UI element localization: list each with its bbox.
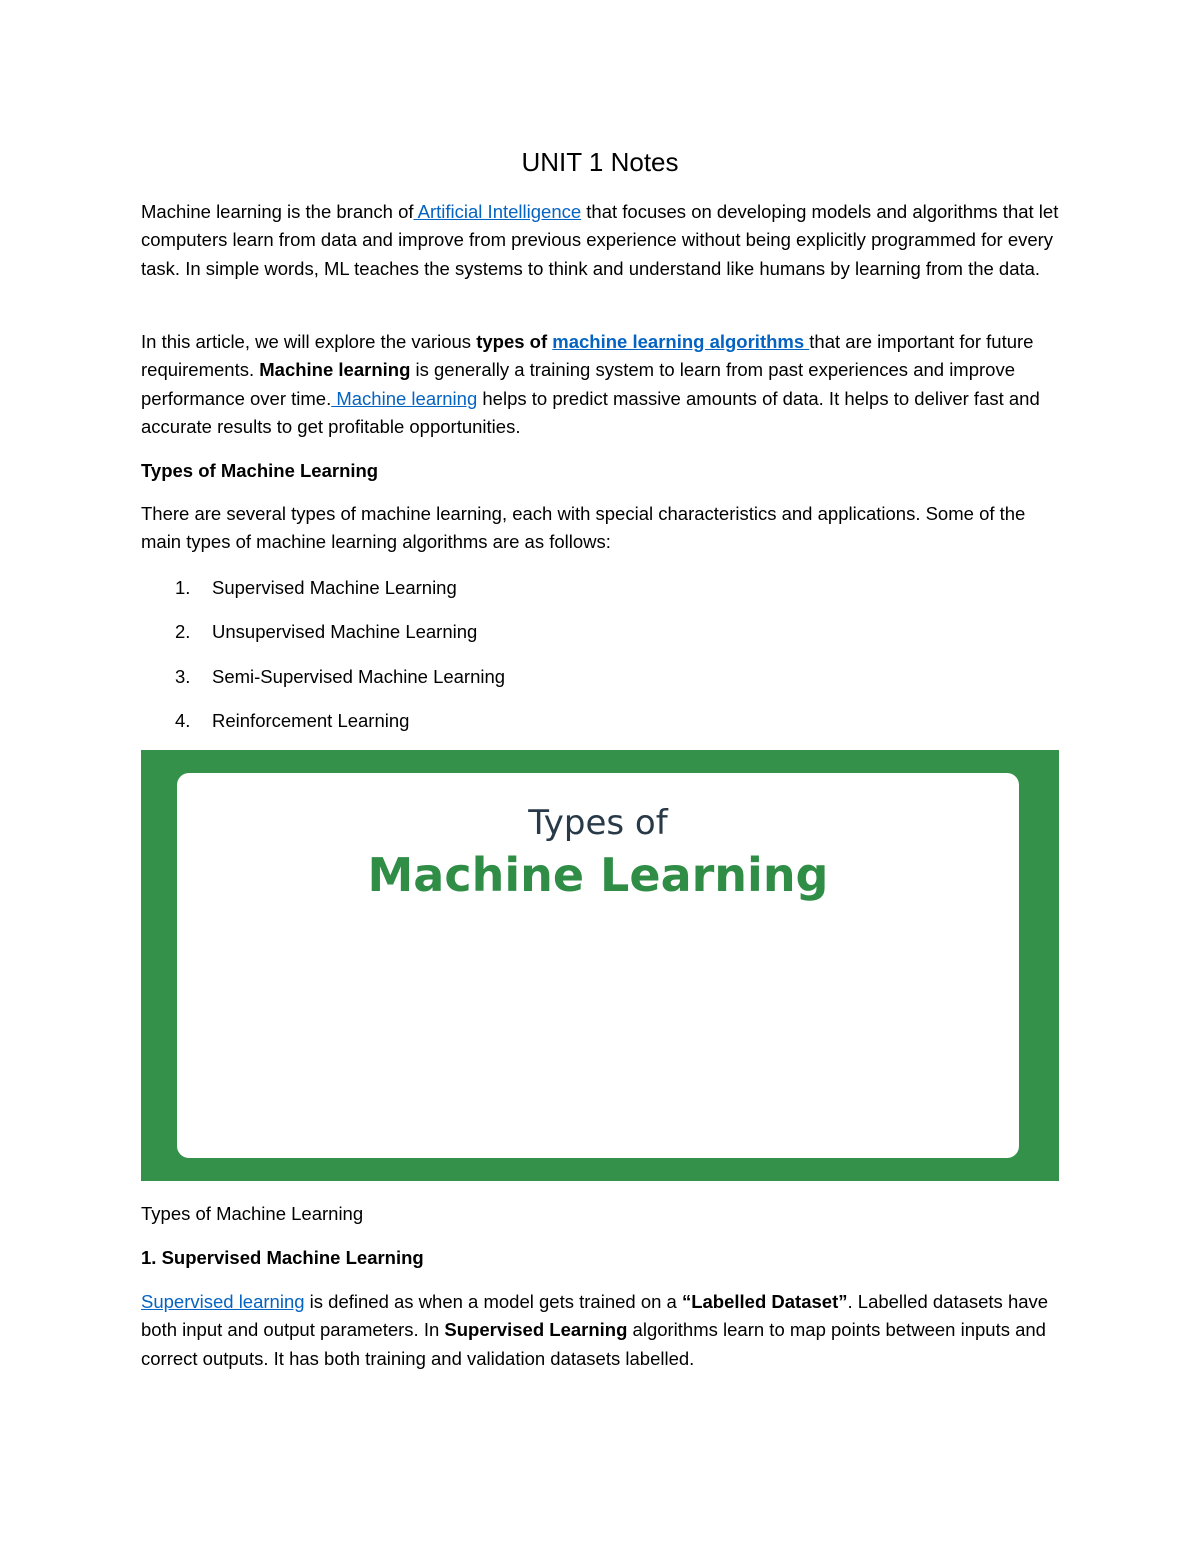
- types-heading: Types of Machine Learning: [141, 460, 379, 481]
- supervised-text-2: . Labelled datasets have both input and output parameters. In: [141, 1291, 1049, 1341]
- article-bold-ml: Machine learning: [259, 359, 411, 381]
- types-paragraph: There are several types of machine learning, each with special characteristics and applications. Some of the main types of machine learning algorithms are as follows:: [141, 503, 1026, 553]
- figure-title-line2: Machine Learning: [367, 848, 829, 902]
- supervised-text-1: is defined as when a model gets trained on a: [304, 1291, 682, 1312]
- supervised-learning-link[interactable]: Supervised learning: [141, 1291, 305, 1312]
- artificial-intelligence-link[interactable]: Artificial Intelligence: [413, 201, 582, 222]
- figure-panel: [177, 773, 1019, 1158]
- supervised-heading: 1. Supervised Machine Learning: [141, 1247, 424, 1268]
- supervised-paragraph: [141, 1288, 1059, 1373]
- supervised-bold-learning: Supervised Learning: [444, 1319, 628, 1341]
- article-text-1: In this article, we will explore the various: [141, 331, 477, 352]
- figure-caption: Types of Machine Learning: [141, 1203, 364, 1224]
- figure-title-line1: Types of: [528, 803, 668, 843]
- list-label: Semi-Supervised Machine Learning: [212, 665, 506, 687]
- list-label: Reinforcement Learning: [212, 709, 410, 731]
- intro-text-1: Machine learning is the branch of: [141, 201, 414, 222]
- list-number: 2.: [175, 621, 191, 643]
- list-number: 1.: [175, 577, 191, 598]
- document-title: UNIT 1 Notes: [521, 147, 679, 177]
- types-list: [141, 574, 505, 751]
- ml-algorithms-link[interactable]: machine learning algorithms: [552, 331, 810, 352]
- article-paragraph: [141, 328, 1059, 441]
- list-label: Supervised Machine Learning: [212, 577, 457, 598]
- list-label: Unsupervised Machine Learning: [212, 621, 478, 643]
- supervised-text-3: algorithms learn to map points between inputs and correct outputs. It has both training and validation datasets labelled.: [141, 1319, 1046, 1369]
- list-number: 3.: [175, 665, 191, 687]
- article-text-3: is generally a training system to learn from past experiences and improve performance over time.: [141, 359, 1015, 409]
- types-figure: [141, 750, 1059, 1181]
- supervised-bold-dataset: “Labelled Dataset”: [681, 1291, 848, 1312]
- list-item: [141, 663, 505, 707]
- article-text-2: that are important for future requirements.: [141, 331, 1034, 381]
- intro-paragraph: [141, 198, 1059, 283]
- list-item: [141, 707, 505, 751]
- list-number: 4.: [175, 709, 191, 731]
- intro-text-2: that focuses on developing models and algorithms that let computers learn from data and improve from previous experience without being explicitly programmed for every task. In simple words, ML teaches the systems to think and understand like humans by learning from the data.: [141, 201, 1059, 279]
- list-item: [141, 618, 505, 662]
- list-item: [141, 574, 505, 618]
- article-text-4: helps to predict massive amounts of data. It helps to deliver fast and accurate results to get profitable opportunities.: [141, 387, 1040, 437]
- article-bold-types: types of: [476, 331, 553, 352]
- machine-learning-link[interactable]: Machine learning: [331, 387, 478, 409]
